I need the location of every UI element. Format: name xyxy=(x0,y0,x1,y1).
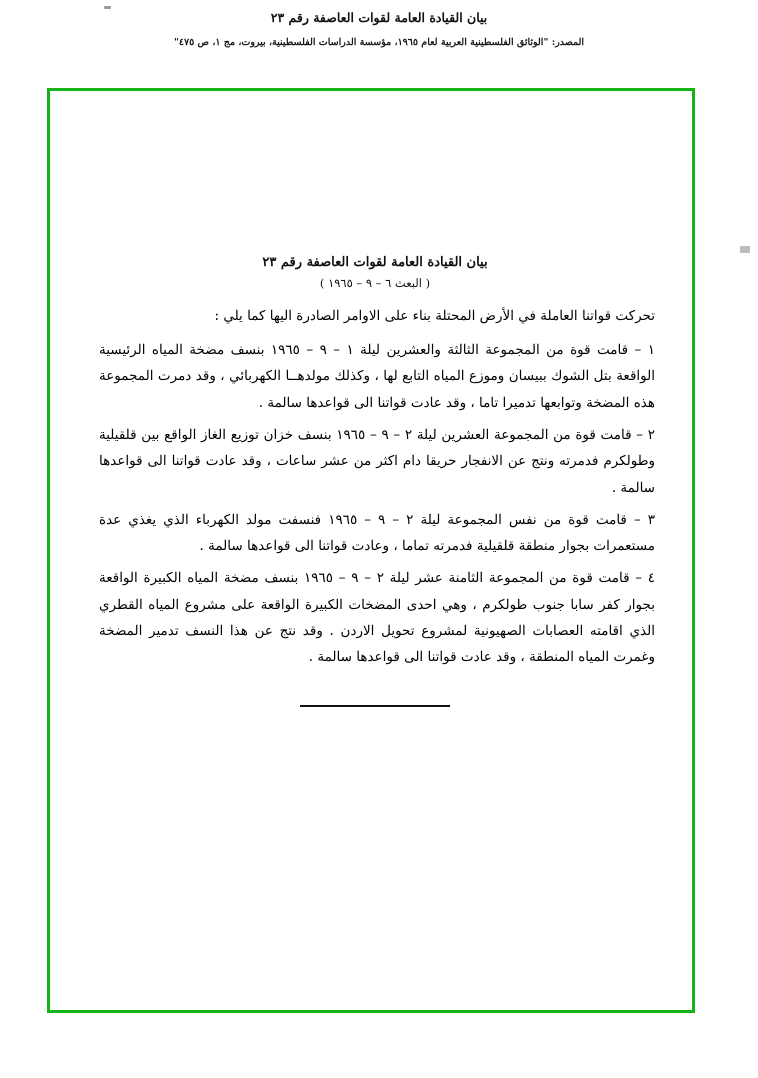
item-marker: ١ – xyxy=(634,341,655,358)
list-item xyxy=(95,565,655,670)
page-title: بيان القيادة العامة لقوات العاصفة رقم ٢٣ xyxy=(270,10,488,25)
source-citation: المصدر: "الوثائق الفلسطينية العربية لعام ١٩٦٥، مؤسسة الدراسات الفلسطينية، بيروت، مج ١، ص ٤٧٥" xyxy=(173,37,585,48)
list-item xyxy=(95,422,655,501)
page-header xyxy=(0,10,758,48)
scan-artifact-icon xyxy=(104,6,111,9)
section-divider xyxy=(300,705,450,707)
section-subtitle: ( البعث ٦ – ٩ – ١٩٦٥ ) xyxy=(319,276,431,290)
intro-paragraph: تحركت قواتنا العاملة في الأرض المحتلة بناء على الاوامر الصادرة اليها كما يلي : xyxy=(214,308,655,324)
section-title: بيان القيادة العامة لقوات العاصفة رقم ٢٣ xyxy=(262,255,488,270)
document-body xyxy=(95,255,655,707)
item-text: قامت قوة من المجموعة العشرين ليلة ٢ – ٩ – ١٩٦٥ بنسف خزان توزيع الغاز الواقع بين قلقيلية وطولكرم فدمرته ونتج عن الانفجار حريقا دام اكثر من عشر ساعات ، وقد عادت قواتنا الى قواعدها سالمة . xyxy=(99,426,655,496)
list-item xyxy=(95,507,655,560)
item-text: قامت قوة من المجموعة الثامنة عشر ليلة ٢ – ٩ – ١٩٦٥ بنسف مضخة المياه الكبيرة الواقعة بجوار كفر سابا جنوب طولكرم ، وهي احدى المضخات الكبيرة الواقعة على مشروع المياه القطري الذي اقامته العصابات الصهيونية لمشروع تحويل الاردن . وقد نتج عن هذا النسف تدمير المضخة وغمرت المياه المنطقة ، وقد عادت قواتنا الى قواعدها سالمة . xyxy=(99,570,655,666)
list-item xyxy=(95,337,655,416)
item-text: قامت قوة من نفس المجموعة ليلة ٢ – ٩ – ١٩٦٥ فنسفت مولد الكهرباء الذي يغذي عدة مستعمرات بجوار منطقة قلقيلية فدمرته تماما ، وعادت قواتنا الى قواعدها سالمة . xyxy=(99,511,655,555)
item-marker: ٣ – xyxy=(633,511,655,528)
scan-artifact-right-icon xyxy=(740,246,750,253)
item-marker: ٢ – xyxy=(636,426,656,443)
item-text: قامت قوة من المجموعة الثالثة والعشرين ليلة ١ – ٩ – ١٩٦٥ بنسف مضخة المياه الرئيسية الواقعة بتل الشوك ببيسان وموزع المياه التابع لها ، وكذلك مولدهــا الكهربائي ، وقد دمرت المجموعة هذه المضخة وتوابعها تدميرا تاما ، وقد عادت قواتنا الى قواعدها سالمة . xyxy=(99,341,655,411)
item-marker: ٤ – xyxy=(635,570,655,587)
